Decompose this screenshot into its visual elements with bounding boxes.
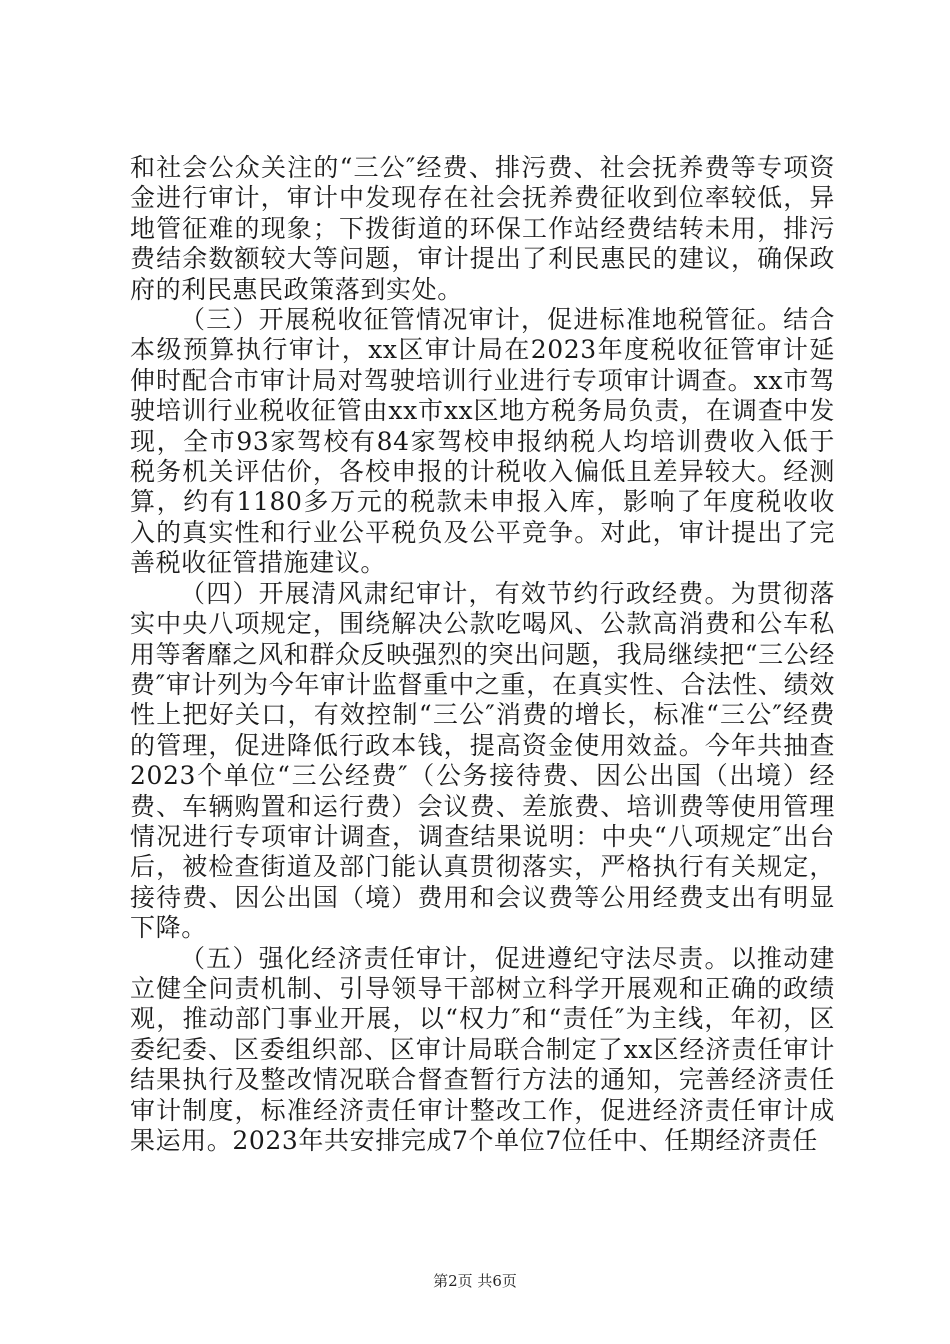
paragraph-continued: 和社会公众关注的“三公″经费、排污费、社会抚养费等专项资金进行审计，审计中发现存在社会抚养费征收到位率较低，异地管征难的现象；下拨街道的环保工作站经费结转未用，排污费结余数额较大等问题，审计提出了利民惠民的建议，确保政府的利民惠民政策落到实处。 xyxy=(130,153,835,304)
document-body xyxy=(130,153,835,1156)
page-number: 第2页 共6页 xyxy=(433,1272,517,1290)
paragraph-economic-responsibility-audit: （五）强化经济责任审计，促进遵纪守法尽责。以推动建立健全问责机制、引导领导干部树立科学开展观和正确的政绩观，推动部门事业开展，以“权力″和“责任″为主线，年初，区委纪委、区委组织部、区审计局联合制定了xx区经济责任审计结果执行及整改情况联合督查暂行方法的通知，完善经济责任审计制度，标准经济责任审计整改工作，促进经济责任审计成果运用。2023年共安排完成7个单位7位任中、任期经济责任 xyxy=(130,943,835,1155)
page-footer xyxy=(0,1270,950,1291)
paragraph-tax-audit: （三）开展税收征管情况审计，促进标准地税管征。结合本级预算执行审计，xx区审计局在2023年度税收征管审计延伸时配合市审计局对驾驶培训行业进行专项审计调查。xx市驾驶培训行业税收征管由xx市xx区地方税务局负责，在调查中发现，全市93家驾校有84家驾校申报纳税人均培训费收入低于税务机关评估价，各校申报的计税收入偏低且差异较大。经测算，约有1180多万元的税款未申报入库，影响了年度税收收入的真实性和行业公平税负及公平竞争。对此，审计提出了完善税收征管措施建议。 xyxy=(130,305,835,578)
paragraph-discipline-audit: （四）开展清风肃纪审计，有效节约行政经费。为贯彻落实中央八项规定，围绕解决公款吃喝风、公款高消费和公车私用等奢靡之风和群众反映强烈的突出问题，我局继续把“三公经费″审计列为今年审计监督重中之重，在真实性、合法性、绩效性上把好关口，有效控制“三公″消费的增长，标准“三公″经费的管理，促进降低行政本钱，提高资金使用效益。今年共抽查2023个单位“三公经费″（公务接待费、因公出国（出境）经费、车辆购置和运行费）会议费、差旅费、培训费等使用管理情况进行专项审计调查，调查结果说明：中央“八项规定″出台后，被检查街道及部门能认真贯彻落实，严格执行有关规定，接待费、因公出国（境）费用和会议费等公用经费支出有明显下降。 xyxy=(130,578,835,943)
